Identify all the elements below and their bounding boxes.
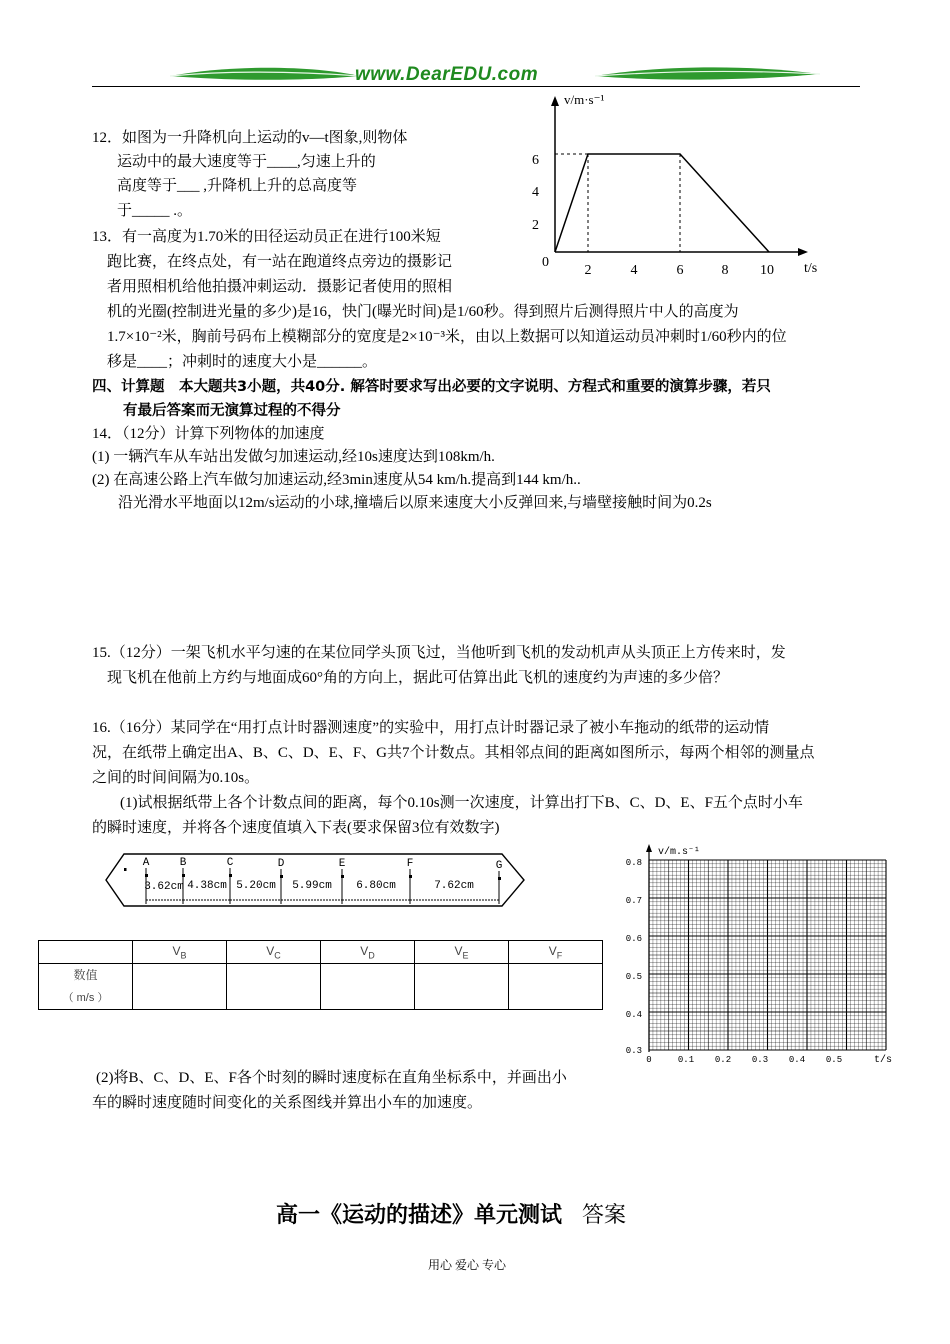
vt-xtick-4: 4 — [630, 263, 638, 278]
vt-ytick-6: 6 — [532, 153, 539, 168]
header-ve: $V_E$ — [415, 941, 509, 964]
vt-x-arrow — [798, 248, 808, 256]
tape-point-a: A — [142, 857, 150, 869]
vt-xlabel: t/s — [804, 261, 818, 276]
vt-xtick-10: 10 — [760, 263, 774, 278]
q13-line-5: 1.7×10⁻²米，胸前号码布上模糊部分的宽度是2×10⁻³米，由以上数据可以知道运动员冲刺时1/60秒内的位 — [107, 329, 787, 345]
q12-line-3: 高度等于___ ,升降机上升的总高度等 — [117, 178, 358, 194]
q16-line-5: 的瞬时速度，并将各个速度值填入下表(要求保留3位有效数字) — [92, 820, 500, 836]
tape-point-d: D — [277, 858, 285, 870]
q12-line-4: 于_____ .。 — [117, 203, 193, 219]
vt-xtick-2: 2 — [584, 263, 592, 278]
q13-line-2: 跑比赛，在终点处，有一站在跑道终点旁边的摄影记 — [107, 254, 453, 270]
q13-line-1: 13．有一高度为1.70米的田径运动员正在进行100米短 — [92, 229, 441, 245]
answer-title-answer: 答案 — [582, 1203, 627, 1228]
grid-xtick-0: 0 — [646, 1055, 652, 1065]
cell-vb[interactable] — [133, 964, 227, 1010]
header-vb: $V_B$ — [133, 941, 227, 964]
header-rule — [92, 86, 860, 87]
tape-point-g: G — [495, 860, 503, 872]
cell-vc[interactable] — [227, 964, 321, 1010]
vt-curve — [555, 154, 769, 252]
header-vf: $V_F$ — [509, 941, 603, 964]
tape-mark — [124, 868, 127, 871]
grid-ytick-07: 0.7 — [625, 896, 642, 906]
vt-origin: 0 — [542, 255, 549, 270]
q16-line-3: 之间的时间间隔为0.10s。 — [92, 770, 260, 786]
vt-ytick-4: 4 — [532, 185, 539, 200]
vt-ytick-2: 2 — [532, 218, 539, 233]
tape-point-c: C — [226, 857, 234, 869]
q13-line-3: 者用照相机给他拍摄冲刺运动．摄影记者使用的照相 — [107, 279, 453, 295]
grid-ytick-06: 0.6 — [625, 934, 642, 944]
grid-graph — [620, 840, 912, 1072]
section4-line-1: 四、计算题 本大题共3小题，共40分. 解答时要求写出必要的文字说明、方程式和重要的演算步骤，若只 — [92, 379, 771, 395]
grid-y-arrow — [646, 844, 652, 852]
grid-ytick-03: 0.3 — [625, 1046, 642, 1056]
grid-ytick-08: 0.8 — [625, 858, 642, 868]
vt-y-arrow — [551, 96, 559, 106]
grid-xtick-04: 0.4 — [788, 1055, 806, 1065]
tape-point-e: E — [338, 858, 346, 870]
tape-point-b: B — [179, 857, 187, 869]
cell-vf[interactable] — [509, 964, 603, 1010]
tape-dist-de: 5.99cm — [292, 880, 332, 892]
paper-tape — [102, 846, 542, 914]
cell-vd[interactable] — [321, 964, 415, 1010]
grid-xtick-02: 0.2 — [714, 1055, 732, 1065]
answer-title — [276, 1198, 626, 1229]
q13-line-4: 机的光圈(控制进光量的多少)是16，快门(曝光时间)是1/60秒。得到照片后测得照片中人的高度为 — [107, 304, 739, 320]
q14-item-2: (2) 在高速公路上汽车做匀加速运动,经3min速度从54 km/h.提高到144 km/h.. — [92, 472, 581, 488]
tape-dist-fg: 7.62cm — [434, 880, 474, 892]
header-vc: $V_C$ — [227, 941, 321, 964]
header-vd: $V_D$ — [321, 941, 415, 964]
q16-part2-line-1: (2)将B、C、D、E、F各个时刻的瞬时速度标在直角坐标系中，并画出小 — [96, 1070, 567, 1086]
q16-part2-line-2: 车的瞬时速度随时间变化的关系图线并算出小车的加速度。 — [92, 1095, 483, 1111]
vt-xtick-8: 8 — [721, 263, 729, 278]
footer-text: 用心 爱心 专心 — [428, 1258, 507, 1272]
grid-lines — [649, 860, 886, 1050]
q16-line-2: 况，在纸带上确定出A、B、C、D、E、F、G共7个计数点。其相邻点间的距离如图所示，每两个相邻的测量点 — [92, 745, 815, 761]
cell-ve[interactable] — [415, 964, 509, 1010]
q15-line-1: 15.（12分）一架飞机水平匀速的在某位同学头顶飞过，当他听到飞机的发动机声从头顶正上方传来时，发 — [92, 645, 786, 661]
q14-item-1: (1) 一辆汽车从车站出发做匀加速运动,经10s速度达到108km/h. — [92, 449, 495, 465]
q12-line-2: 运动中的最大速度等于____,匀速上升的 — [117, 154, 376, 170]
answer-title-main: 高一《运动的描述》单元测试 — [276, 1203, 563, 1228]
tape-dist-cd: 5.20cm — [236, 880, 276, 892]
velocity-table-corner — [39, 941, 133, 964]
row-label: 数值 （ m/s ） — [39, 964, 133, 1010]
q13-line-6: 移是____；冲刺时的速度大小是______。 — [107, 354, 378, 370]
tape-dist-ab: 3.62cm — [144, 881, 184, 893]
tape-dist-bc: 4.38cm — [187, 880, 227, 892]
vt-graph — [520, 90, 840, 290]
tape-dist-ef: 6.80cm — [356, 880, 396, 892]
grid-xtick-03: 0.3 — [751, 1055, 769, 1065]
grid-ytick-04: 0.4 — [625, 1010, 642, 1020]
q14-item-3: 沿光滑水平地面以12m/s运动的小球,撞墙后以原来速度大小反弹回来,与墙壁接触时间为0.2s — [118, 495, 712, 511]
grid-xtick-05: 0.5 — [825, 1055, 843, 1065]
grid-xlabel: t/s — [874, 1055, 893, 1066]
grid-xtick-01: 0.1 — [677, 1055, 695, 1065]
velocity-table — [38, 940, 603, 1010]
q12-line-1: 12．如图为一升降机向上运动的v—t图象,则物体 — [92, 130, 408, 146]
q16-line-1: 16.（16分）某同学在“用打点计时器测速度”的实验中，用打点计时器记录了被小车拖动的纸带的运动情 — [92, 720, 770, 736]
vt-xtick-6: 6 — [676, 263, 684, 278]
tape-point-f: F — [406, 858, 414, 870]
grid-ytick-05: 0.5 — [625, 972, 642, 982]
q16-line-4: (1)试根据纸带上各个计数点间的距离，每个0.10s测一次速度，计算出打下B、C、D、E、F五个点时小车 — [120, 795, 803, 811]
q14-title: 14．（12分）计算下列物体的加速度 — [92, 426, 325, 442]
vt-ylabel: v/m·s⁻¹ — [564, 92, 605, 107]
q15-line-2: 现飞机在他前上方约与地面成60°角的方向上，据此可估算出此飞机的速度约为声速的多少倍？ — [107, 670, 729, 686]
site-logo-text: www.DearEDU.com — [355, 64, 539, 85]
grid-ylabel: v/m.s⁻¹ — [658, 847, 701, 858]
section4-line-2: 有最后答案而无演算过程的不得分 — [123, 403, 341, 419]
